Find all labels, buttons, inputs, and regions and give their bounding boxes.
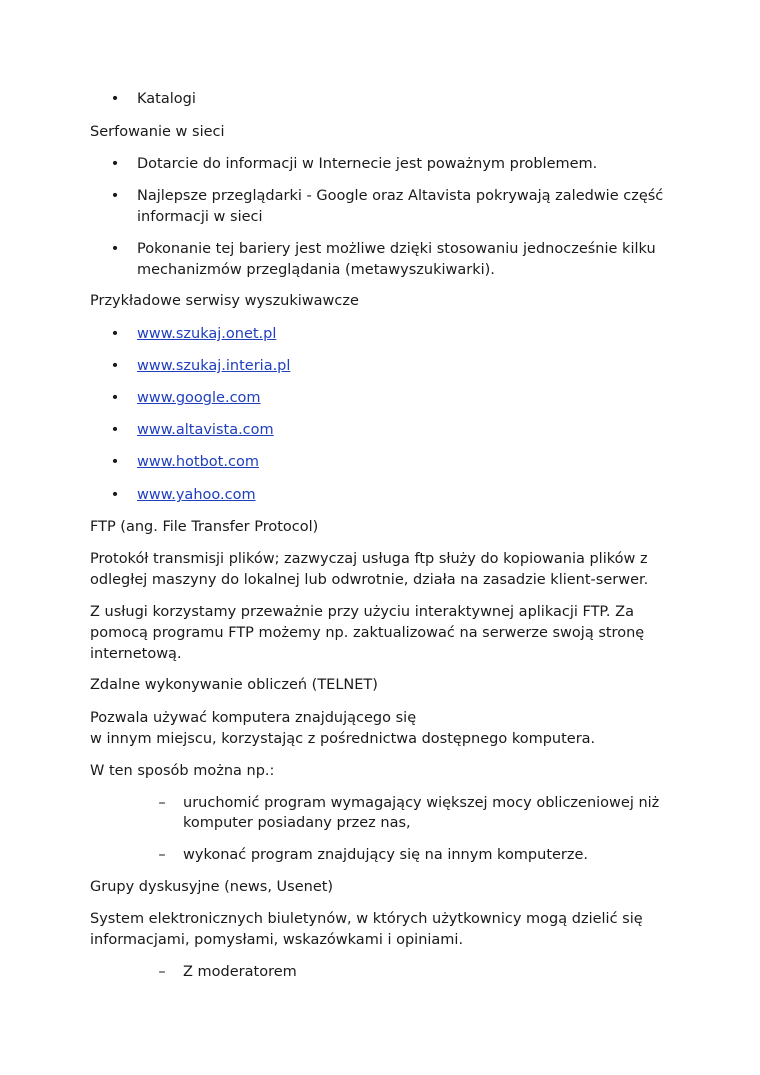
paragraph-ftp-2: Z usługi korzystamy przeważnie przy użyciu interaktywnej aplikacji FTP. Za xyxy=(90,604,634,620)
bullet-dash: – xyxy=(158,847,166,863)
bullet-dot: • xyxy=(110,241,120,257)
bullet-dot: • xyxy=(110,358,120,374)
list-item-telnet-1: uruchomić program wymagający większej mocy obliczeniowej niż xyxy=(183,795,660,811)
paragraph-telnet-1: Pozwala używać komputera znajdującego się xyxy=(90,710,417,726)
section-heading-surfing: Serfowanie w sieci xyxy=(90,124,225,140)
bullet-dot: • xyxy=(110,422,120,438)
link-yahoo[interactable]: www.yahoo.com xyxy=(137,487,256,503)
bullet-dot: • xyxy=(110,390,120,406)
paragraph-ftp-2-cont: pomocą programu FTP możemy np. zaktualizować na serwerze swoją stronę xyxy=(90,625,645,641)
link-hotbot[interactable]: www.hotbot.com xyxy=(137,454,259,470)
paragraph-ftp-1-cont: odległej maszyny do lokalnej lub odwrotnie, działa na zasadzie klient-serwer. xyxy=(90,572,649,588)
list-item-surfing-2-cont: informacji w sieci xyxy=(137,209,263,225)
bullet-dash: – xyxy=(158,795,166,811)
list-item-surfing-3-cont: mechanizmów przeglądania (metawyszukiwarki). xyxy=(137,262,495,278)
bullet-dot: • xyxy=(110,454,120,470)
paragraph-news-1: System elektronicznych biuletynów, w których użytkownicy mogą dzielić się xyxy=(90,911,643,927)
paragraph-news-1-cont: informacjami, pomysłami, wskazówkami i opiniami. xyxy=(90,932,464,948)
link-altavista[interactable]: www.altavista.com xyxy=(137,422,274,438)
paragraph-telnet-2: W ten sposób można np.: xyxy=(90,763,275,779)
bullet-dot: • xyxy=(110,326,120,342)
paragraph-ftp-1: Protokół transmisji plików; zazwyczaj usługa ftp służy do kopiowania plików z xyxy=(90,551,648,567)
section-heading-search-services: Przykładowe serwisy wyszukiwawcze xyxy=(90,293,359,309)
bullet-dot: • xyxy=(110,91,120,107)
list-item-telnet-1-cont: komputer posiadany przez nas, xyxy=(183,815,411,831)
list-item-surfing-3: Pokonanie tej bariery jest możliwe dzięki stosowaniu jednocześnie kilku xyxy=(137,241,656,257)
list-item-telnet-2: wykonać program znajdujący się na innym komputerze. xyxy=(183,847,589,863)
section-heading-news: Grupy dyskusyjne (news, Usenet) xyxy=(90,879,334,895)
link-google[interactable]: www.google.com xyxy=(137,390,261,406)
section-heading-telnet: Zdalne wykonywanie obliczeń (TELNET) xyxy=(90,677,378,693)
list-item-news-1: Z moderatorem xyxy=(183,964,297,980)
link-szukaj-interia[interactable]: www.szukaj.interia.pl xyxy=(137,358,291,374)
bullet-dot: • xyxy=(110,156,120,172)
section-heading-ftp: FTP (ang. File Transfer Protocol) xyxy=(90,519,319,535)
list-item-surfing-1: Dotarcie do informacji w Internecie jest poważnym problemem. xyxy=(137,156,598,172)
bullet-dot: • xyxy=(110,188,120,204)
paragraph-ftp-2-cont2: internetową. xyxy=(90,646,182,662)
bullet-dash: – xyxy=(158,964,166,980)
bullet-dot: • xyxy=(110,487,120,503)
paragraph-telnet-1-cont: w innym miejscu, korzystając z pośrednictwa dostępnego komputera. xyxy=(90,731,596,747)
link-szukaj-onet[interactable]: www.szukaj.onet.pl xyxy=(137,326,277,342)
list-item-surfing-2: Najlepsze przeglądarki - Google oraz Altavista pokrywają zaledwie część xyxy=(137,188,664,204)
list-item-katalogi: Katalogi xyxy=(137,91,196,107)
